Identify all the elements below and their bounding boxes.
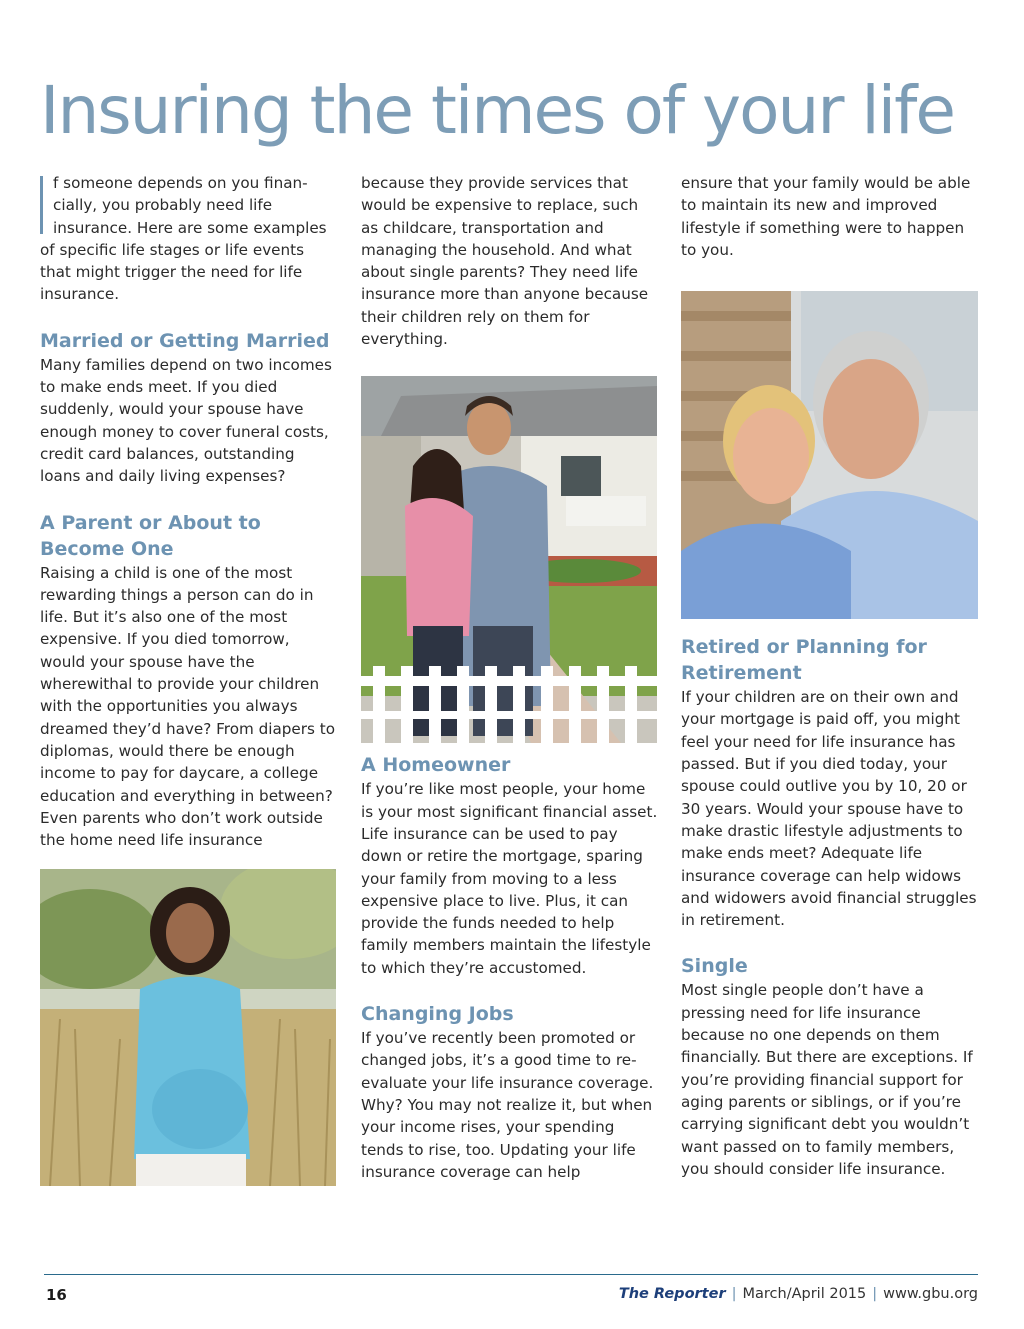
heading-changing-jobs: Changing Jobs (361, 1003, 514, 1026)
magazine-name: The Reporter (618, 1286, 726, 1302)
paragraph-parent: Raising a child is one of the most rewarding things a person can do in life. But it’s also one of the most expensive. If you died tomorrow, would your spouse have the wherewithal to provide your children with the opportunities you always dreamed they’d have? From diapers to diplomas, would there be enough income to pay for daycare, a college education and everything in between? Even parents who don’t work outside the home need life insurance (40, 563, 336, 850)
heading-single: Single (681, 955, 748, 978)
intro-text: f someone depends on you finan-cially, you probably need life insurance. Here are some examples of specific life stages or life events that might trigger the need for life insurance. (40, 174, 327, 304)
page-number: 16 (46, 1286, 67, 1304)
heading-parent: A Parent or About to Become One (40, 511, 261, 560)
separator: | (872, 1286, 878, 1302)
column-1 (40, 172, 337, 851)
intro-paragraph (40, 172, 337, 306)
paragraph-changing-jobs: If you’ve recently been promoted or changed jobs, it’s a good time to re-evaluate your life insurance coverage. Why? You may not realize it, but when your income rises, your spending tends to rise, too. Updating your life insurance coverage can help (361, 1029, 654, 1181)
couple-house-photo (361, 376, 657, 743)
paragraph-married: Many families depend on two incomes to make ends meet. If you died suddenly, would your spouse have enough money to cover funeral costs, credit card balances, outstanding loans and daily living expenses? (40, 355, 332, 486)
senior-couple-photo (681, 291, 978, 619)
paragraph-continued: because they provide services that would be expensive to replace, such as childcare, transportation and managing the household. And what about single parents? They need life insurance more than anyone because their children rely on them for everything. (361, 174, 649, 349)
website-link[interactable]: www.gbu.org (883, 1286, 978, 1302)
page-title: Insuring the times of your life (40, 72, 954, 150)
pregnant-woman-photo (40, 869, 336, 1186)
issue-date: March/April 2015 (742, 1286, 867, 1302)
paragraph-retired: If your children are on their own and your mortgage is paid off, you might feel your need for life insurance has passed. But if you died today, your spouse could outlive you by 10, 20 or 30 years. Would your spouse have to make drastic lifestyle adjustments to make ends meet? Adequate life insurance coverage can help widows and widowers avoid financial struggles in retirement. (681, 688, 977, 930)
paragraph-single: Most single people don’t have a pressing need for life insurance because no one depends on them financially. But there are exceptions. If you’re providing financial support for aging parents or siblings, or if you’re carrying significant debt you wouldn’t want passed on to family members, you should consider life insurance. (681, 981, 973, 1178)
heading-married: Married or Getting Married (40, 329, 330, 352)
heading-homeowner: A Homeowner (361, 754, 511, 777)
paragraph-homeowner: If you’re like most people, your home is your most significant financial asset. Life insurance can be used to pay down or retire the mortgage, sparing your family from moving to a less expensive place to live. Plus, it can provide the funds needed to help family members maintain the lifestyle to which they’re accustomed. (361, 780, 658, 977)
footer-rule (44, 1274, 978, 1275)
footer-info (619, 1286, 978, 1302)
drop-cap-bar (40, 176, 43, 234)
separator: | (731, 1286, 737, 1302)
heading-retired: Retired or Planning for Retirement (681, 636, 927, 685)
paragraph-continued-2: ensure that your family would be able to maintain its new and improved lifestyle if something were to happen to you. (681, 174, 971, 259)
